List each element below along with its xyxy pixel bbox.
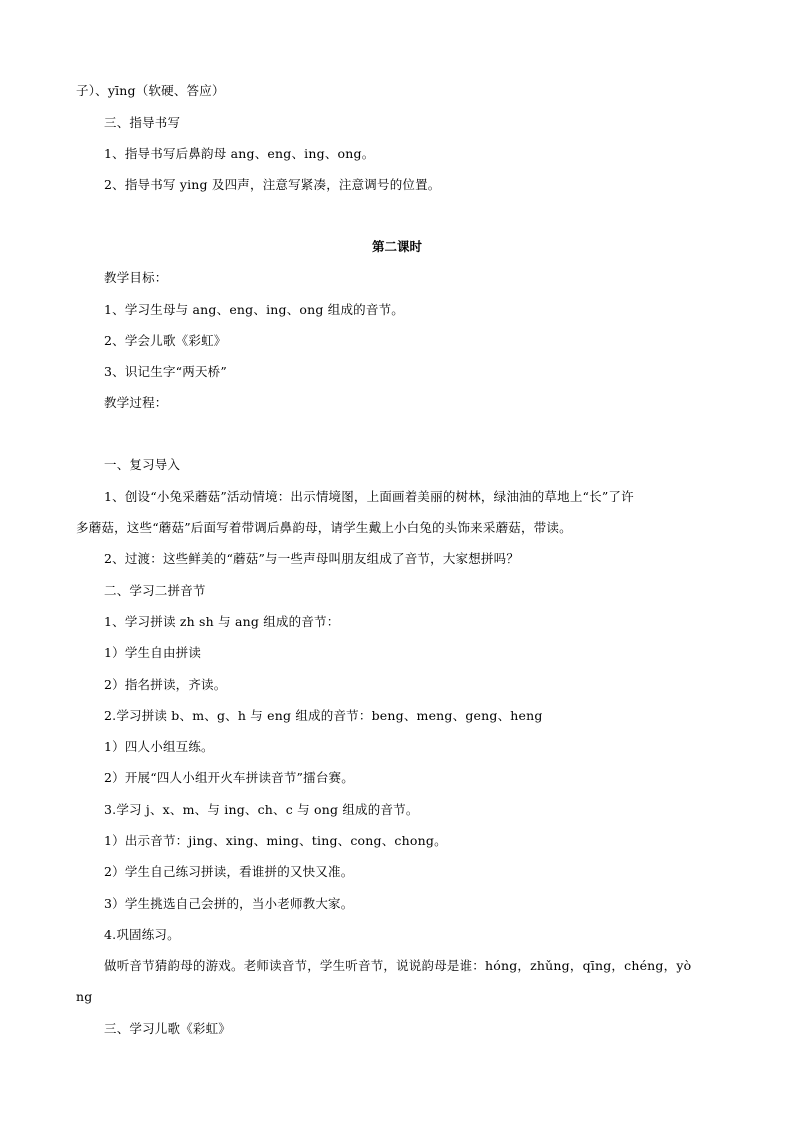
text-line: 1、创设“小兔采蘑菇”活动情境：出示情境图，上面画着美丽的树林，绿油油的草地上“长”了许 bbox=[104, 489, 634, 504]
text-line: 2）指名拼读，齐读。 bbox=[104, 677, 227, 692]
text-line: 2）开展“四人小组开火车拼读音节”擂台赛。 bbox=[104, 770, 354, 785]
text-line: 4.巩固练习。 bbox=[104, 927, 180, 942]
text-line: 2、学会儿歌《彩虹》 bbox=[104, 333, 227, 348]
text-line: 2.学习拼读 b、m、g、h 与 eng 组成的音节：beng、meng、geng、heng bbox=[104, 708, 543, 723]
text-line: 1）学生自由拼读 bbox=[104, 645, 202, 660]
lesson-title: 第二课时 bbox=[371, 239, 422, 254]
section-heading: 一、复习导入 bbox=[104, 457, 181, 472]
text-line: 2、指导书写 ying 及四声，注意写紧凑，注意调号的位置。 bbox=[104, 177, 441, 192]
text-line: 教学目标： bbox=[104, 270, 168, 285]
section-heading: 三、指导书写 bbox=[104, 115, 181, 130]
text-line: ng bbox=[76, 989, 93, 1004]
text-line: 2）学生自己练习拼读，看谁拼的又快又准。 bbox=[104, 864, 354, 879]
text-line: 1）四人小组互练。 bbox=[104, 739, 214, 754]
text-line: 2、过渡：这些鲜美的“蘑菇”与一些声母叫朋友组成了音节，大家想拼吗？ bbox=[104, 551, 520, 566]
section-heading: 二、学习二拼音节 bbox=[104, 583, 206, 598]
text-line: 做听音节猜韵母的游戏。老师读音节，学生听音节，说说韵母是谁：hóng，zhǔng，qīng，chéng，yò bbox=[104, 958, 692, 973]
text-line: 1、学习拼读 zh sh 与 ang 组成的音节： bbox=[104, 614, 340, 629]
text-line: 子）、yīng（软硬、答应） bbox=[76, 83, 225, 98]
text-line: 3）学生挑选自己会拼的，当小老师教大家。 bbox=[104, 896, 354, 911]
section-heading: 三、学习儿歌《彩虹》 bbox=[104, 1021, 232, 1036]
text-line: 3.学习 j、x、m、与 ing、ch、c 与 ong 组成的音节。 bbox=[104, 802, 419, 817]
text-line: 1、学习生母与 ang、eng、ing、ong 组成的音节。 bbox=[104, 302, 404, 317]
text-line: 教学过程： bbox=[104, 395, 168, 410]
text-line: 1、指导书写后鼻韵母 ang、eng、ing、ong。 bbox=[104, 146, 375, 161]
text-line: 多蘑菇，这些“蘑菇”后面写着带调后鼻韵母，请学生戴上小白兔的头饰来采蘑菇，带读。 bbox=[76, 520, 572, 535]
text-line: 1）出示音节：jing、xing、ming、ting、cong、chong。 bbox=[104, 833, 447, 848]
text-line: 3、识记生字“两天桥” bbox=[104, 364, 227, 379]
